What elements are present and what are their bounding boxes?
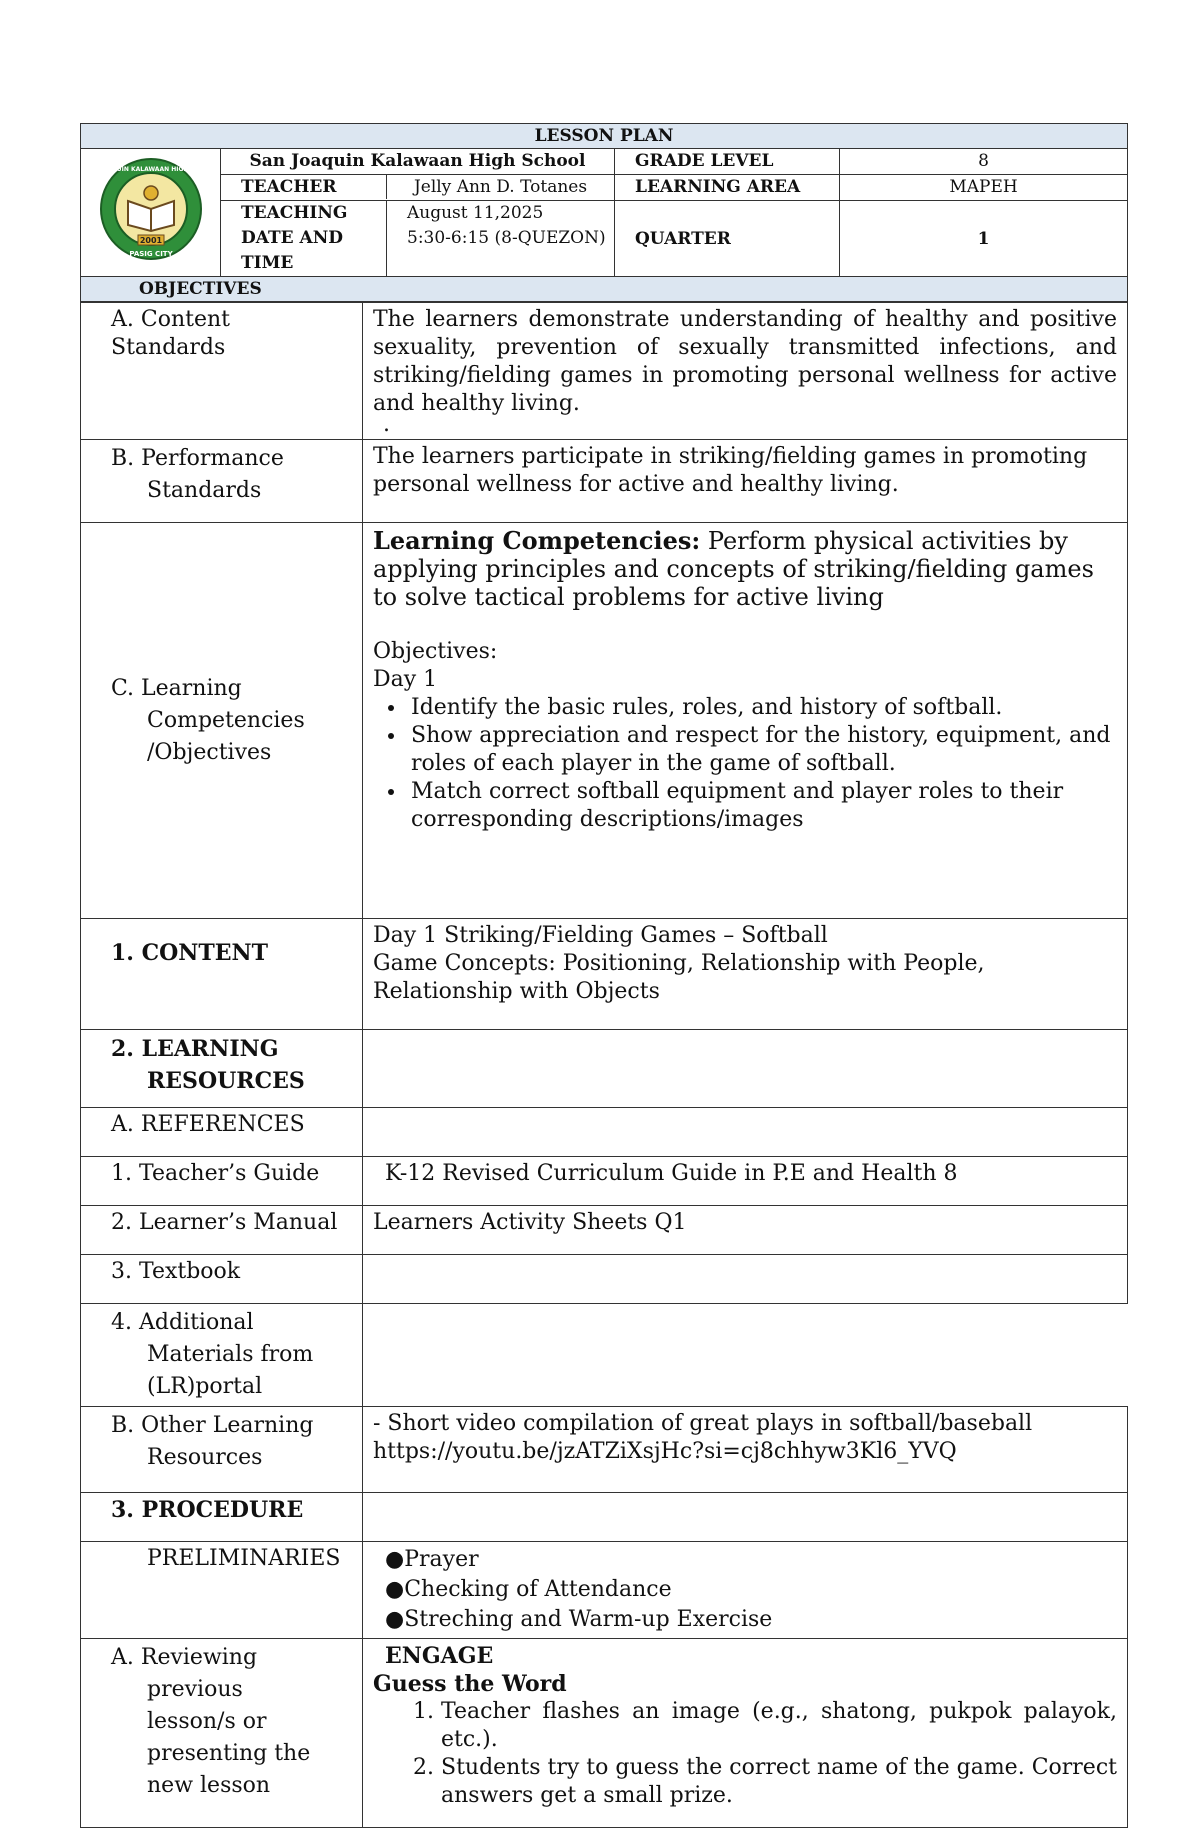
other-label-2: Resources [147,1445,263,1470]
references-row [81,1108,1128,1157]
time-value: 5:30-6:15 (8-QUEZON) [407,228,606,248]
guess-step: 1. Teacher flashes an image (e.g., shatong, pukpok palayok, etc.). [441,1698,1117,1754]
content-standards-label [81,303,363,440]
objective-item: • Identify the basic rules, roles, and history of softball. [407,694,1117,722]
lc-paragraph [373,527,1117,611]
additional-label-1: 4. Additional [111,1310,254,1335]
main-table [80,302,1128,1828]
competencies-label [81,523,363,919]
review-label [81,1639,363,1828]
preliminary-text: Prayer [404,1547,479,1572]
learning-resources-label [81,1030,363,1108]
quarter-value: 1 [840,201,1128,277]
competencies-label-3: /Objectives [147,739,272,765]
learners-manual-value: Learners Activity Sheets Q1 [363,1206,1128,1255]
preliminary-item [385,1545,1117,1575]
preliminary-item [385,1605,1117,1635]
preliminaries-list [363,1542,1128,1639]
lc-text: Perform physical activities by applying principles and concepts of striking/fielding games to solve tactical problems for active living [373,527,1094,611]
date-value: August 11,2025 [407,203,544,223]
review-label-4: presenting the [147,1741,311,1766]
objective-item: • Match correct softball equipment and player roles to their corresponding descriptions/images [407,778,1117,834]
learning-area-label: LEARNING AREA [615,175,840,201]
procedure-label: 3. PROCEDURE [81,1493,363,1542]
performance-standards-label [81,440,363,523]
review-text [363,1639,1128,1828]
additional-label-3: (LR)portal [147,1374,263,1399]
school-name: San Joaquin Kalawaan High School [221,149,615,175]
content-standards-label-2: Standards [111,335,226,360]
lc-heading: Learning Competencies: [373,526,701,555]
competencies-text [363,523,1128,919]
other-resources-value [363,1407,1128,1493]
content-standards-dot: . [383,412,390,437]
learning-resources-label-2: RESOURCES [147,1068,305,1094]
learning-resources-row [81,1030,1128,1108]
performance-standards-text: The learners participate in striking/fielding games in promoting personal wellness for active and healthy living. [363,440,1128,523]
teaching-label-1: TEACHING [241,203,348,223]
engage-heading: ENGAGE [385,1643,494,1669]
additional-materials-row [81,1304,1128,1407]
competencies-label-2: Competencies [147,707,305,733]
teaching-date-label [221,201,386,276]
school-logo-cell [81,149,221,277]
learners-manual-row [81,1206,1128,1255]
performance-standards-label-2: Standards [147,478,262,503]
preliminaries-label: PRELIMINARIES [81,1542,363,1639]
review-label-3: lesson/s or [147,1709,267,1734]
grade-level-value: 8 [840,149,1128,175]
review-row [81,1639,1128,1828]
learning-resources-label-1: 2. LEARNING [111,1036,279,1062]
teachers-guide-label: 1. Teacher’s Guide [81,1157,363,1206]
textbook-label: 3. Textbook [81,1255,363,1304]
content-line-2: Game Concepts: Positioning, Relationship with People, Relationship with Objects [373,951,985,1004]
content-text [363,919,1128,1030]
preliminary-text: Checking of Attendance [404,1577,672,1602]
references-label: A. REFERENCES [81,1108,363,1157]
content-row [81,919,1128,1030]
teachers-guide-value: K-12 Revised Curriculum Guide in P.E and Health 8 [363,1157,1128,1206]
preliminaries-row [81,1542,1128,1639]
review-label-5: new lesson [147,1773,271,1798]
lesson-plan-page [80,123,1127,1828]
lesson-plan-title: LESSON PLAN [81,124,1128,149]
other-line-1: - Short video compilation of great plays in softball/baseball [373,1411,1033,1436]
other-resources-label [81,1407,363,1493]
teaching-date-row [221,201,615,277]
objectives-heading: Objectives: [373,639,498,664]
learners-manual-label: 2. Learner’s Manual [81,1206,363,1255]
procedure-value [363,1493,1128,1542]
bullet-dot-icon: ● [385,1577,405,1602]
textbook-value [363,1255,1128,1304]
textbook-row [81,1255,1128,1304]
teachers-guide-row [81,1157,1128,1206]
performance-standards-row [81,440,1128,523]
guess-title: Guess the Word [373,1671,567,1697]
teaching-label-3: TIME [241,253,294,273]
objectives-day: Day 1 [373,667,438,692]
other-label-1: B. Other Learning [111,1413,314,1438]
objectives-band: OBJECTIVES [81,277,1128,302]
other-line-2[interactable]: https://youtu.be/jzATZiXsjHc?si=cj8chhyw3Kl6_YVQ [373,1439,957,1464]
guess-steps [357,1698,1117,1810]
content-standards-label-1: A. Content [111,307,230,332]
teacher-value: Jelly Ann D. Totanes [386,175,614,199]
teaching-date-value [386,201,614,276]
review-label-2: previous [147,1677,243,1702]
content-standards-row [81,303,1128,440]
learning-area-value: MAPEH [840,175,1128,201]
learning-resources-value [363,1030,1128,1108]
preliminary-item [385,1575,1117,1605]
quarter-label: QUARTER [615,201,840,277]
logo-year: 2001 [139,236,162,245]
logo-top-text: SAN JOAQUIN KALAWAAN HIGH SCHOOL [83,166,218,173]
guess-step: 2. Students try to guess the correct name of the game. Correct answers get a small prize. [441,1754,1117,1810]
teacher-label: TEACHER [241,177,337,197]
content-standards-paragraph: The learners demonstrate understanding of healthy and positive sexuality, prevention of sexually transmitted infections, and striking/fielding games in promoting personal wellness for active and healthy living. [373,307,1117,416]
references-value [363,1108,1128,1157]
teacher-row [221,175,615,201]
objectives-list [373,694,1117,834]
additional-materials-value [363,1304,1128,1407]
content-label-text: 1. CONTENT [111,940,269,966]
content-standards-text [363,303,1128,440]
content-label [81,919,363,1030]
header-table [80,123,1128,302]
grade-level-label: GRADE LEVEL [615,149,840,175]
bullet-dot-icon: ● [385,1607,405,1632]
procedure-row [81,1493,1128,1542]
bullet-dot-icon: ● [385,1547,405,1572]
teaching-label-2: DATE AND [241,228,343,248]
school-seal-logo [83,157,218,261]
additional-materials-label [81,1304,363,1407]
competencies-label-1: C. Learning [111,675,242,701]
preliminary-text: Streching and Warm-up Exercise [404,1607,773,1632]
objective-item: • Show appreciation and respect for the history, equipment, and roles of each player in the game of softball. [407,722,1117,778]
logo-city: PASIG CITY [128,250,173,258]
performance-standards-label-1: B. Performance [111,446,284,471]
competencies-row [81,523,1128,919]
content-line-1: Day 1 Striking/Fielding Games – Softball [373,923,828,948]
review-label-1: A. Reviewing [111,1645,258,1670]
other-resources-row [81,1407,1128,1493]
additional-label-2: Materials from [147,1342,314,1367]
